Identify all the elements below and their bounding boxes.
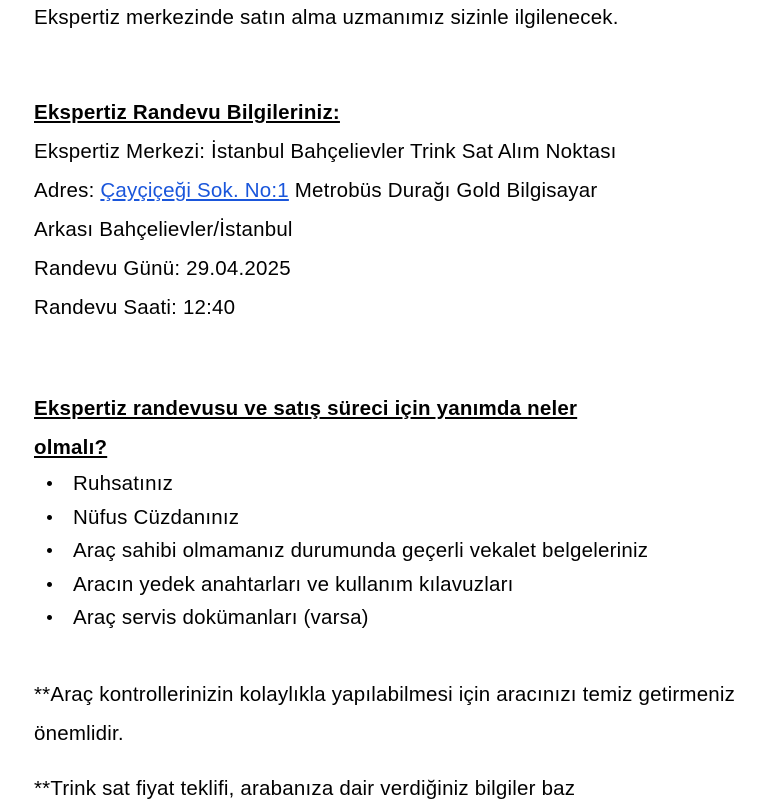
appointment-time-line: Randevu Saati: 12:40 [34,296,236,319]
spacer-between-notes [34,753,744,769]
checklist-list [34,467,744,635]
note-vehicle-cleanliness: **Araç kontrollerinizin kolaylıkla yapılabilmesi için aracınızı temiz getirmeniz önemlidir. [34,682,736,745]
spacer-after-intro [34,37,744,93]
list-item: Araç servis dokümanları (varsa) [34,601,744,635]
document-content [34,0,744,808]
list-item: Araç sahibi olmamanız durumunda geçerli vekalet belgeleriniz [34,534,744,568]
spacer-before-checklist [34,327,744,389]
expertise-center-line: Ekspertiz Merkezi: İstanbul Bahçelievler Trink Sat Alım Noktası [34,140,617,163]
list-item: Aracın yedek anahtarları ve kullanım kılavuzları [34,568,744,602]
list-item: Ruhsatınız [34,467,744,501]
address-link[interactable]: Çayçiçeği Sok. No:1 [100,179,289,202]
checklist-heading-line-2: olmalı? [34,436,108,459]
address-label: Adres: [34,179,101,202]
address-rest: Metrobüs Durağı Gold Bilgisayar [288,179,598,202]
address-line-1 [34,171,744,210]
address-line-2: Arkası Bahçelievler/İstanbul [34,218,293,241]
list-item: Nüfus Cüzdanınız [34,501,744,535]
appointment-day-line: Randevu Günü: 29.04.2025 [34,257,291,280]
spacer-before-notes [34,635,744,675]
checklist-heading-line-1: Ekspertiz randevusu ve satış süreci için yanımda neler [34,397,578,420]
note-price-offer-clipped: **Trink sat fiyat teklifi, arabanıza dair verdiğiniz bilgiler baz [34,776,576,800]
appointment-details-heading: Ekspertiz Randevu Bilgileriniz: [34,101,340,124]
intro-paragraph: Ekspertiz merkezinde satın alma uzmanımız sizinle ilgilenecek. [34,6,619,29]
